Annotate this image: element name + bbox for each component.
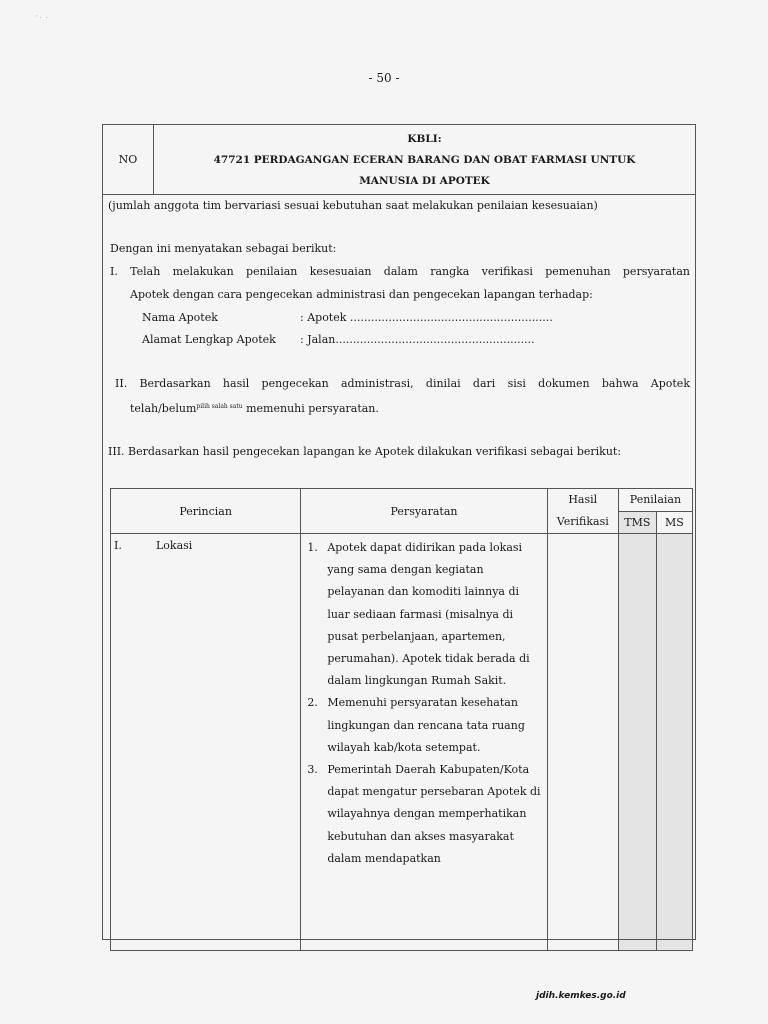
form-frame-bottom: [102, 939, 696, 940]
tms-cell[interactable]: [618, 534, 656, 951]
header-perincian: Perincian: [111, 489, 301, 534]
page-number: - 50 -: [368, 71, 400, 85]
header-ms: MS: [656, 511, 692, 534]
section-i-line2: Apotek dengan cara pengecekan administrasi dan pengecekan lapangan terhadap:: [130, 288, 593, 301]
list-item-text: Apotek dapat didirikan pada lokasi yang sama dengan kegiatan pelayanan dan komoditi lainnya di luar sediaan farmasi (misalnya di pusat perbelanjaan, apartemen, perumahan). Apotek tidak berada di dalam lingkungan Rumah Sakit.: [327, 541, 530, 688]
list-item: [307, 692, 542, 759]
header-persyaratan: Persyaratan: [301, 489, 547, 534]
section-ii-choice: telah/belum: [130, 402, 197, 415]
section-ii-note: pilih salah satu: [196, 403, 243, 410]
kbli-label: KBLI:: [407, 133, 442, 145]
nama-apotek-value: : Apotek ..........................................................: [300, 311, 553, 324]
no-label: NO: [103, 125, 154, 194]
footer-url: jdih.kemkes.go.id: [536, 991, 626, 1001]
kbli-title: [154, 129, 695, 192]
section-iii: III. Berdasarkan hasil pengecekan lapangan ke Apotek dilakukan verifikasi sebagai berikut:: [108, 445, 622, 458]
section-ii-rest: memenuhi persyaratan.: [242, 402, 379, 415]
table-row: [111, 534, 693, 951]
requirements-table: [110, 488, 693, 951]
nama-apotek-label: Nama Apotek: [142, 311, 218, 324]
persyaratan-cell: [301, 534, 547, 951]
list-item-number: 2.: [307, 696, 318, 710]
hasil-verifikasi-cell[interactable]: [547, 534, 618, 951]
alamat-label: Alamat Lengkap Apotek: [142, 333, 276, 346]
list-item-number: 1.: [307, 541, 318, 554]
list-item-text: Pemerintah Daerah Kabupaten/Kota dapat mengatur persebaran Apotek di wilayahnya dengan memperhatikan kebutuhan dan akses masyarakat dalam mendapatkan: [327, 763, 541, 865]
row-label: Lokasi: [156, 539, 193, 552]
requirements-list: [301, 534, 546, 870]
perincian-cell: [111, 534, 301, 951]
intro-note: (jumlah anggota tim bervariasi sesuai kebutuhan saat melakukan penilaian kesesuaian): [108, 199, 598, 212]
list-item-number: 3.: [307, 763, 318, 777]
header-penilaian: Penilaian: [618, 489, 692, 512]
section-i-line1: I. Telah melakukan penilaian kesesuaian dalam rangka verifikasi pemenuhan persyaratan: [110, 265, 690, 278]
list-item: [307, 537, 542, 692]
scan-specks: ' · ·: [36, 15, 48, 22]
header-tms: TMS: [618, 511, 656, 534]
section-ii-line2: [130, 400, 379, 416]
header-hasil-verifikasi: Hasil Verifikasi: [547, 489, 618, 534]
alamat-value: : Jalan.........................................................: [300, 333, 535, 346]
kbli-title-line2: MANUSIA DI APOTEK: [359, 175, 490, 187]
row-number: I.: [114, 539, 122, 552]
kbli-header: [103, 125, 695, 195]
list-item: [307, 759, 542, 870]
kbli-title-line1: 47721 PERDAGANGAN ECERAN BARANG DAN OBAT FARMASI UNTUK: [213, 154, 636, 166]
section-ii-line1: II. Berdasarkan hasil pengecekan administrasi, dinilai dari sisi dokumen bahwa Apotek: [115, 377, 690, 390]
list-item-text: Memenuhi persyaratan kesehatan lingkungan dan rencana tata ruang wilayah kab/kota setempat.: [327, 696, 525, 754]
form-frame: [102, 124, 696, 940]
ms-cell[interactable]: [656, 534, 692, 951]
statement: Dengan ini menyatakan sebagai berikut:: [110, 242, 337, 255]
